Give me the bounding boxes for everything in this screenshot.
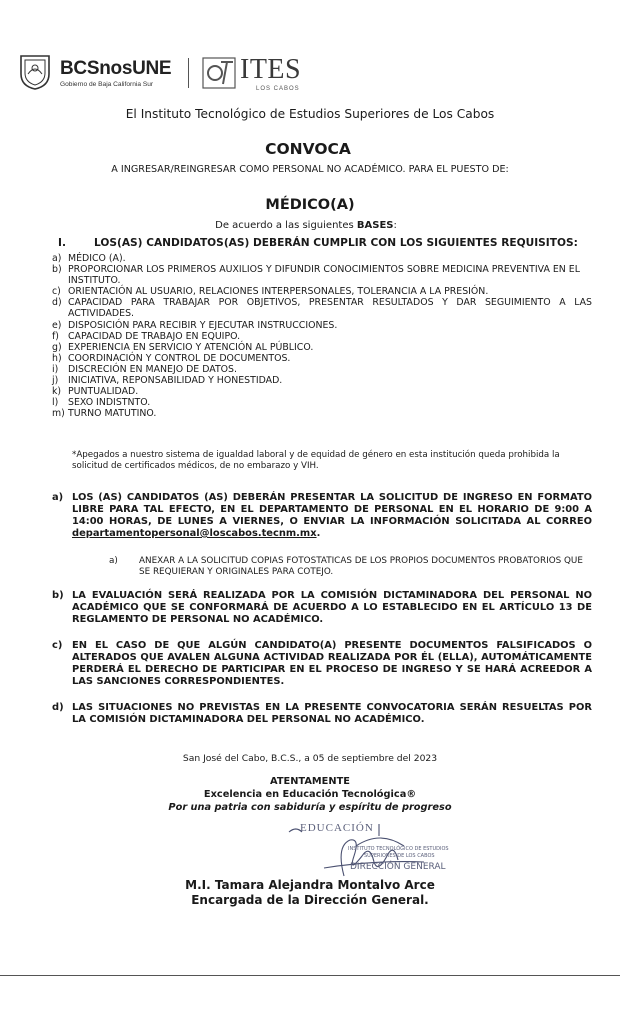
brand-ites: ITES [240,54,302,85]
list-item-text: DISPOSICIÓN PARA RECIBIR Y EJECUTAR INSTRUCCIONES. [68,319,338,331]
equality-note: *Apegados a nuestro sistema de igualdad laboral y de equidad de género en esta institución queda prohibida la solicitud de certificados médicos, de no embarazo y VIH. [72,450,560,471]
list-item [52,364,592,375]
list-item-letter: e) [52,319,62,331]
list-item-text: TURNO MATUTINO. [68,408,157,420]
paragraph-c-text: EN EL CASO DE QUE ALGÚN CANDIDATO(A) PRESENTE DOCUMENTOS FALSIFICADOS O ALTERADOS QUE AVALEN ALGUNA ACTIVIDAD REALIZADA POR ÉL (ELLA), AUTOMÁTICAMENTE PERDERÁ EL DERECHO DE PARTICIPAR EN EL PROCESO DE INGRESO Y SE HARÁ ACREEDOR A LAS SANCIONES CORRESPONDIENTES. [72,640,592,687]
document-subtitle: A INGRESAR/REINGRESAR COMO PERSONAL NO ACADÉMICO. PARA EL PUESTO DE: [111,164,509,175]
paragraph-a-letter: a) [52,492,64,503]
list-item [52,375,592,386]
paragraph-a-text [52,492,592,540]
list-item-text: PROPORCIONAR LOS PRIMEROS AUXILIOS Y DIFUNDIR CONOCIMIENTOS SOBRE MEDICINA PREVENTIVA EN EL INSTITUTO. [68,264,580,287]
logo-divider [188,58,189,88]
stamp-institution-line1: INSTITUTO TECNOLÓGICO DE ESTUDIOS [348,846,449,852]
letterhead [18,52,418,96]
requirements-list [52,253,592,419]
list-item-text: CAPACIDAD DE TRABAJO EN EQUIPO. [68,330,241,342]
stamp-institution-line2: SUPERIORES DE LOS CABOS [364,853,435,859]
list-item-text: PUNTUALIDAD. [68,386,139,398]
sub-paragraph-a [109,556,589,578]
list-item-letter: j) [52,375,59,387]
list-item [52,331,592,342]
list-item [52,386,592,397]
email-link[interactable]: departamentopersonal@loscabos.tecnm.mx [72,528,317,539]
ites-gear-icon [201,56,237,90]
list-item [52,320,592,331]
section-1-text: LOS(AS) CANDIDATOS(AS) DEBERÁN CUMPLIR CON LOS SIGUIENTES REQUISITOS: [94,237,578,249]
list-item-text: DISCRECIÓN EN MANEJO DE DATOS. [68,363,237,375]
paragraph-d [52,702,592,726]
list-item-text: MÉDICO (A). [68,253,126,264]
paragraph-c-letter: c) [52,640,63,651]
section-1-number: I. [58,237,66,249]
sub-paragraph-a-letter: a) [109,556,118,566]
paragraph-d-text: LAS SITUACIONES NO PREVISTAS EN LA PRESENTE CONVOCATORIA SERÁN RESUELTAS POR LA COMISIÓN DICTAMINADORA DEL PERSONAL NO ACADÉMICO. [72,702,592,725]
paragraph-a-body: LOS (AS) CANDIDATOS (AS) DEBERÁN PRESENTAR LA SOLICITUD DE INGRESO EN FORMATO LIBRE PARA TAL EFECTO, EN EL DEPARTAMENTO DE PERSONAL EN EL HORARIO DE 9:00 A 14:00 HORAS, DE LUNES A VIERNES, O ENVIAR LA INFORMACIÓN SOLICITADA AL CORREO [72,492,592,527]
bases-suffix: : [393,220,397,231]
bases-prefix: De acuerdo a las siguientes [215,220,357,231]
list-item-text: ORIENTACIÓN AL USUARIO, RELACIONES INTERPERSONALES, TOLERANCIA A LA PRESIÓN. [68,286,489,298]
list-item-text: COORDINACIÓN Y CONTROL DE DOCUMENTOS. [68,352,291,364]
list-item-letter: i) [52,363,59,375]
signatory-role: Encargada de la Dirección General. [191,893,429,907]
list-item [52,297,592,319]
list-item [52,253,592,264]
list-item [52,408,592,419]
paragraph-b-letter: b) [52,590,64,601]
list-item-text: EXPERIENCIA EN SERVICIO Y ATENCIÓN AL PÚBLICO. [68,341,314,353]
list-item [52,264,592,286]
list-item-letter: d) [52,297,62,309]
signatory-name: M.I. Tamara Alejandra Montalvo Arce [185,878,435,892]
list-item [52,342,592,353]
closing-slogan: Por una patria con sabiduría y espíritu de progreso [168,802,452,813]
list-item-letter: l) [52,397,59,409]
list-item-letter: k) [52,386,62,398]
list-item-letter: f) [52,330,59,342]
closing-atentamente: ATENTAMENTE [270,776,350,787]
official-stamp [284,816,454,880]
closing-motto: Excelencia en Educación Tecnológica® [203,789,417,800]
list-item [52,286,592,297]
brand-bcsnosune-subtitle: Gobierno de Baja California Sur [60,81,154,88]
brand-ites-subtitle: LOS CABOS [256,86,300,92]
list-item-letter: b) [52,264,62,276]
stamp-educacion: EDUCACIÓN [300,822,374,834]
list-item-text: INICIATIVA, REPONSABILIDAD Y HONESTIDAD. [68,375,283,387]
bases-bold: BASES [356,220,394,231]
document-title: CONVOCA [265,140,351,158]
list-item-letter: a) [52,253,62,264]
bases-line [0,220,616,231]
institution-name: El Instituto Tecnológico de Estudios Superiores de Los Cabos [125,107,495,121]
paragraph-a [52,492,592,540]
position-title: MÉDICO(A) [265,197,355,213]
list-item-letter: m) [52,408,65,420]
list-item-letter: h) [52,352,62,364]
paragraph-b-text: LA EVALUACIÓN SERÁ REALIZADA POR LA COMISIÓN DICTAMINADORA DEL PERSONAL NO ACADÉMICO QUE SE CONFORMARÁ DE ACUERDO A LO ESTABLECIDO EN EL ARTÍCULO 13 DE REGLAMENTO DE PERSONAL NO ACADÉMICO. [72,590,592,625]
list-item-letter: c) [52,286,61,298]
brand-bcsnosune: BCSnosUNE [60,58,172,79]
list-item-text: SEXO INDISTNTO. [68,397,151,409]
paragraph-a-end: . [316,528,321,539]
paragraph-d-letter: d) [52,702,64,713]
section-1-heading [58,237,578,249]
footer-divider [0,975,620,976]
sub-paragraph-a-text: ANEXAR A LA SOLICITUD COPIAS FOTOSTATICAS DE LOS PROPIOS DOCUMENTOS PROBATORIOS QUE SE REQUIERAN Y ORIGINALES PARA COTEJO. [139,556,583,577]
list-item [52,353,592,364]
date-line: San José del Cabo, B.C.S., a 05 de septiembre del 2023 [182,753,438,764]
stamp-direccion: DIRECCIÓN GENERAL [350,862,446,872]
list-item [52,397,592,408]
list-item-letter: g) [52,341,62,353]
paragraph-c [52,640,592,688]
paragraph-b [52,590,592,626]
state-seal-icon [18,52,52,90]
list-item-text: CAPACIDAD PARA TRABAJAR POR OBJETIVOS, PRESENTAR RESULTADOS Y DAR SEGUIMIENTO A LAS ACTIVIDADES. [68,297,592,320]
